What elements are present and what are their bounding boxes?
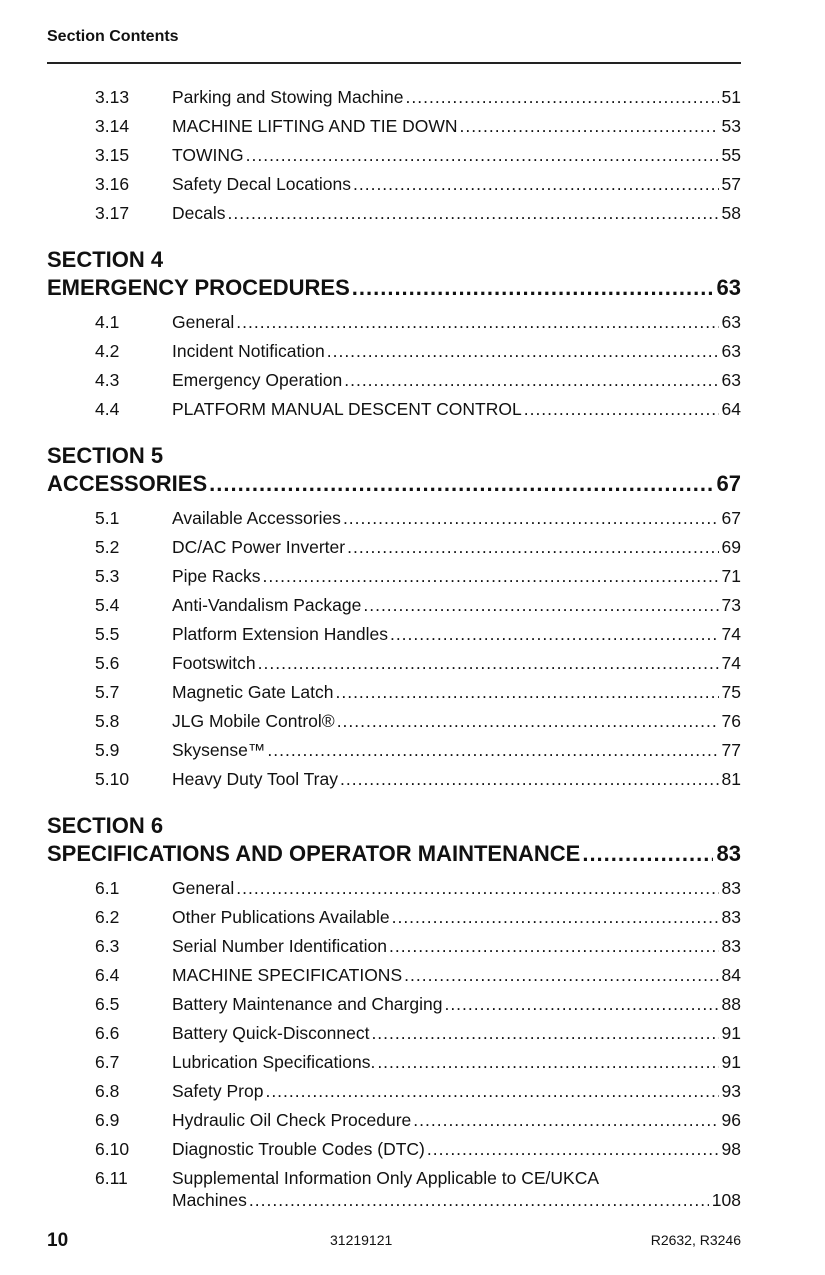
entry-title[interactable]: Battery Maintenance and Charging <box>172 994 443 1014</box>
entry-line <box>172 535 741 559</box>
entry-title[interactable]: Safety Decal Locations <box>172 174 351 194</box>
entry-line <box>172 1021 741 1045</box>
entry-title-continued[interactable]: Machines <box>172 1190 247 1210</box>
entry-title[interactable]: MACHINE SPECIFICATIONS <box>172 965 403 985</box>
entry-title[interactable]: Decals <box>172 203 226 223</box>
toc-entry[interactable] <box>47 143 741 172</box>
section-title[interactable]: ACCESSORIES <box>47 471 208 496</box>
leader-dots <box>582 840 712 868</box>
leader-dots <box>404 963 718 987</box>
toc-entry[interactable] <box>47 767 741 796</box>
entry-page-number: 67 <box>721 508 741 528</box>
toc-entry[interactable] <box>47 535 741 564</box>
entry-title[interactable]: Hydraulic Oil Check Procedure <box>172 1110 412 1130</box>
entry-page-number: 96 <box>721 1110 741 1130</box>
entry-number: 6.5 <box>95 994 120 1014</box>
entry-title[interactable]: Parking and Stowing Machine <box>172 87 404 107</box>
entry-line <box>172 1050 741 1074</box>
entry-line <box>172 680 741 704</box>
leader-dots <box>406 85 719 109</box>
entry-line <box>172 767 741 791</box>
toc-entry[interactable] <box>47 709 741 738</box>
entry-number: 5.5 <box>95 624 120 644</box>
leader-dots <box>427 1137 719 1161</box>
entry-line <box>172 506 741 530</box>
entry-title[interactable]: Platform Extension Handles <box>172 624 388 644</box>
page-footer <box>47 1228 741 1252</box>
entry-title[interactable]: General <box>172 878 235 898</box>
entry-number: 5.1 <box>95 508 120 528</box>
leader-dots <box>236 310 718 334</box>
entry-title[interactable]: Diagnostic Trouble Codes (DTC) <box>172 1139 425 1159</box>
toc-entry[interactable] <box>47 1108 741 1137</box>
entry-page-number: 74 <box>721 624 741 644</box>
leader-dots <box>337 709 719 733</box>
leader-dots <box>347 535 718 559</box>
entry-page-number: 91 <box>721 1023 741 1043</box>
leader-dots <box>363 593 718 617</box>
entry-number: 6.3 <box>95 936 120 956</box>
entry-page-number: 88 <box>721 994 741 1014</box>
entry-line <box>172 905 741 929</box>
entry-title[interactable]: JLG Mobile Control® <box>172 711 335 731</box>
entry-page-number: 83 <box>721 907 741 927</box>
entry-page-number: 98 <box>721 1139 741 1159</box>
section-title-line <box>47 840 741 868</box>
entry-line <box>172 201 741 225</box>
leader-dots <box>371 1021 718 1045</box>
entry-number: 6.9 <box>95 1110 120 1130</box>
entry-number: 5.8 <box>95 711 120 731</box>
entry-title[interactable]: Heavy Duty Tool Tray <box>172 769 338 789</box>
entry-title[interactable]: Skysense™ <box>172 740 266 760</box>
entry-page-number: 93 <box>721 1081 741 1101</box>
entry-number: 6.4 <box>95 965 120 985</box>
section-title-line <box>47 274 741 302</box>
entry-number: 3.17 <box>95 203 130 223</box>
leader-dots <box>344 368 718 392</box>
toc-entry[interactable] <box>47 310 741 339</box>
entry-page-number: 55 <box>721 145 741 165</box>
toc-entry[interactable] <box>47 1050 741 1079</box>
section-page-number: 63 <box>716 275 741 300</box>
toc-entry[interactable] <box>47 1079 741 1108</box>
entry-line <box>172 172 741 196</box>
entry-number: 6.10 <box>95 1139 130 1159</box>
leader-dots <box>335 680 718 704</box>
entry-number: 4.2 <box>95 341 120 361</box>
entry-line <box>172 876 741 900</box>
section-heading <box>47 246 741 302</box>
entry-number: 5.2 <box>95 537 120 557</box>
entry-line <box>172 143 741 167</box>
entry-number: 5.7 <box>95 682 120 702</box>
entry-number: 3.14 <box>95 116 130 136</box>
leader-dots <box>353 172 719 196</box>
entry-page-number: 63 <box>721 341 741 361</box>
leader-dots <box>209 470 712 498</box>
entry-number: 4.1 <box>95 312 120 332</box>
entry-line-continued <box>172 1188 741 1212</box>
entry-line <box>172 564 741 588</box>
section-label: SECTION 6 <box>47 813 164 838</box>
entry-number: 4.3 <box>95 370 120 390</box>
leader-dots <box>228 201 719 225</box>
entry-number: 6.11 <box>95 1168 128 1188</box>
entry-line <box>172 963 741 987</box>
entry-line <box>172 339 741 363</box>
entry-title[interactable]: Anti-Vandalism Package <box>172 595 362 615</box>
entry-title[interactable]: Safety Prop <box>172 1081 264 1101</box>
entry-number: 5.9 <box>95 740 120 760</box>
entry-number: 3.13 <box>95 87 130 107</box>
entry-number: 4.4 <box>95 399 120 419</box>
section-heading <box>47 442 741 498</box>
entry-page-number: 64 <box>721 399 741 419</box>
entry-page-number: 74 <box>721 653 741 673</box>
leader-dots <box>267 738 718 762</box>
entry-line <box>172 1137 741 1161</box>
entry-number: 6.8 <box>95 1081 120 1101</box>
entry-line <box>172 1108 741 1132</box>
toc-entry[interactable] <box>47 506 741 535</box>
section-title[interactable]: SPECIFICATIONS AND OPERATOR MAINTENANCE <box>47 841 581 866</box>
toc-entry[interactable] <box>47 963 741 992</box>
entry-line <box>172 1166 741 1190</box>
entry-line <box>172 1079 741 1103</box>
section-heading <box>47 812 741 868</box>
entry-title[interactable]: Serial Number Identification <box>172 936 387 956</box>
entry-number: 3.16 <box>95 174 130 194</box>
entry-title[interactable]: Incident Notification <box>172 341 325 361</box>
section-label: SECTION 4 <box>47 247 164 272</box>
entry-page-number: 71 <box>721 566 741 586</box>
page-header: Section Contents <box>47 28 179 45</box>
entry-title[interactable]: Footswitch <box>172 653 256 673</box>
entry-number: 6.6 <box>95 1023 120 1043</box>
entry-line <box>172 368 741 392</box>
leader-dots <box>524 397 719 421</box>
entry-line <box>172 310 741 334</box>
toc-entry[interactable] <box>47 201 741 230</box>
table-of-contents <box>47 85 741 1218</box>
leader-dots <box>263 564 719 588</box>
entry-line <box>172 709 741 733</box>
entry-page-number: 76 <box>721 711 741 731</box>
entry-title[interactable]: General <box>172 312 235 332</box>
section-page-number: 83 <box>716 841 741 866</box>
toc-entry[interactable] <box>47 85 741 114</box>
section-title-line <box>47 470 741 498</box>
entry-page-number: 84 <box>721 965 741 985</box>
toc-entry[interactable] <box>47 680 741 709</box>
leader-dots <box>389 934 719 958</box>
entry-page-number: 57 <box>721 174 741 194</box>
leader-dots <box>343 506 719 530</box>
section-page-number: 67 <box>716 471 741 496</box>
toc-entry[interactable] <box>47 876 741 905</box>
entry-line <box>172 651 741 675</box>
footer-page-number: 10 <box>47 1230 69 1251</box>
entry-page-number: 108 <box>711 1190 741 1210</box>
leader-dots <box>265 1079 718 1103</box>
leader-dots <box>236 876 718 900</box>
entry-title[interactable]: Magnetic Gate Latch <box>172 682 334 702</box>
entry-title[interactable]: Other Publications Available <box>172 907 390 927</box>
toc-entry[interactable] <box>47 339 741 368</box>
entry-line <box>172 85 741 109</box>
entry-title[interactable]: Emergency Operation <box>172 370 343 390</box>
entry-page-number: 83 <box>721 878 741 898</box>
leader-dots <box>340 767 719 791</box>
toc-entry[interactable] <box>47 368 741 397</box>
entry-title[interactable]: PLATFORM MANUAL DESCENT CONTROL <box>172 399 522 419</box>
entry-page-number: 53 <box>721 116 741 136</box>
entry-line <box>172 934 741 958</box>
footer-document-number: 31219121 <box>330 1232 393 1248</box>
toc-entry[interactable] <box>47 172 741 201</box>
entry-page-number: 63 <box>721 312 741 332</box>
entry-number: 6.2 <box>95 907 120 927</box>
entry-line <box>172 622 741 646</box>
section-title[interactable]: EMERGENCY PROCEDURES <box>47 275 350 300</box>
entry-title[interactable]: MACHINE LIFTING AND TIE DOWN <box>172 116 458 136</box>
entry-number: 5.10 <box>95 769 130 789</box>
toc-entry[interactable] <box>47 651 741 680</box>
leader-dots <box>352 274 713 302</box>
entry-page-number: 69 <box>721 537 741 557</box>
toc-entry[interactable] <box>47 992 741 1021</box>
entry-number: 6.7 <box>95 1052 120 1072</box>
entry-number: 6.1 <box>95 878 120 898</box>
entry-page-number: 77 <box>721 740 741 760</box>
entry-line <box>172 114 741 138</box>
entry-title[interactable]: DC/AC Power Inverter <box>172 537 346 557</box>
toc-entry[interactable] <box>47 905 741 934</box>
leader-dots <box>249 1188 709 1212</box>
entry-number: 5.4 <box>95 595 120 615</box>
entry-page-number: 83 <box>721 936 741 956</box>
entry-page-number: 51 <box>721 87 741 107</box>
leader-dots <box>392 905 719 929</box>
entry-page-number: 63 <box>721 370 741 390</box>
header-rule <box>47 62 741 64</box>
entry-title[interactable]: Available Accessories <box>172 508 341 528</box>
entry-number: 3.15 <box>95 145 130 165</box>
leader-dots <box>444 992 718 1016</box>
entry-page-number: 73 <box>721 595 741 615</box>
entry-line <box>172 593 741 617</box>
leader-dots <box>246 143 719 167</box>
entry-title[interactable]: Lubrication Specifications. <box>172 1052 376 1072</box>
leader-dots <box>390 622 719 646</box>
entry-page-number: 91 <box>721 1052 741 1072</box>
entry-line <box>172 738 741 762</box>
entry-page-number: 75 <box>721 682 741 702</box>
section-label: SECTION 5 <box>47 443 164 468</box>
leader-dots <box>258 651 719 675</box>
entry-page-number: 81 <box>721 769 741 789</box>
footer-model-numbers: R2632, R3246 <box>650 1232 741 1248</box>
toc-entry[interactable] <box>47 564 741 593</box>
toc-entry[interactable] <box>47 114 741 143</box>
entry-title[interactable]: Supplemental Information Only Applicable to CE/UKCA <box>172 1168 600 1188</box>
entry-title[interactable]: TOWING <box>172 145 244 165</box>
toc-entry[interactable] <box>47 738 741 767</box>
entry-line <box>172 397 741 421</box>
leader-dots <box>327 339 719 363</box>
leader-dots <box>460 114 719 138</box>
entry-line <box>172 992 741 1016</box>
entry-number: 5.3 <box>95 566 120 586</box>
entry-number: 5.6 <box>95 653 120 673</box>
entry-title[interactable]: Pipe Racks <box>172 566 261 586</box>
entry-title[interactable]: Battery Quick-Disconnect <box>172 1023 370 1043</box>
leader-dots <box>413 1108 718 1132</box>
leader-dots <box>377 1050 718 1074</box>
toc-entry[interactable] <box>47 397 741 426</box>
toc-entry[interactable] <box>47 934 741 963</box>
toc-entry[interactable] <box>47 593 741 622</box>
toc-entry[interactable] <box>47 1166 741 1218</box>
toc-entry[interactable] <box>47 622 741 651</box>
entry-page-number: 58 <box>721 203 741 223</box>
toc-entry[interactable] <box>47 1021 741 1050</box>
toc-entry[interactable] <box>47 1137 741 1166</box>
